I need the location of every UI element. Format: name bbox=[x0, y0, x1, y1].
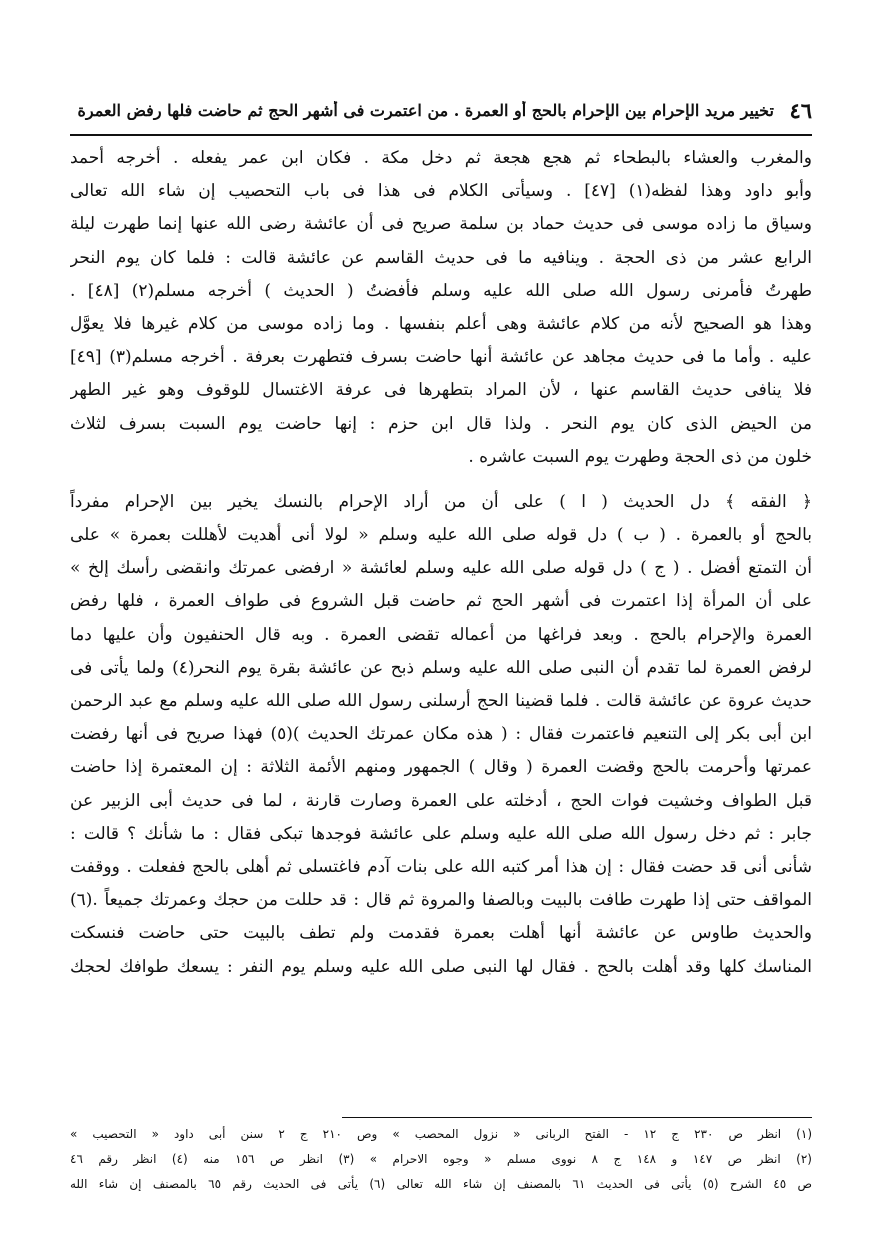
text-line: العمرة والإحرام بالحج . وبعد فراغها من أعماله تقضى العمرة . وبه قال الحنفيون وأن عليها دما bbox=[70, 624, 812, 645]
text-line: خلون من ذى الحجة وطهرت يوم السبت عاشره . bbox=[468, 446, 812, 467]
running-title: تخيير مريد الإحرام بين الإحرام بالحج أو العمرة . من اعتمرت فى أشهر الحج ثم حاضت فلها رفض العمرة bbox=[77, 100, 774, 120]
text-line: على أن المرأة إذا اعتمرت فى أشهر الحج ثم حاضت قبل الشروع فى طواف العمرة ، فلها رفض bbox=[70, 591, 812, 612]
text-line: حديث عروة عن عائشة قالت . فلما قضينا الحج أرسلنى رسول الله صلى الله عليه وسلم مع عبد الرحمن bbox=[70, 691, 812, 711]
text-line: جابر : ثم دخل رسول الله صلى الله عليه وسلم على عائشة فوجدها تبكى فقال : ما شأنك ؟ قالت : bbox=[70, 823, 812, 844]
text-line: والمغرب والعشاء بالبطحاء ثم هجع هجعة ثم دخل مكة . فكان ابن عمر يفعله . أخرجه أحمد bbox=[70, 148, 812, 168]
paragraph-gap bbox=[70, 474, 812, 486]
main-text bbox=[70, 142, 812, 984]
text-line: بالحج أو بالعمرة . ( ب ) دل قوله صلى الله عليه وسلم « لولا أنى أهديت لأهللت بعمرة » على bbox=[70, 525, 812, 546]
text-line: من الحيض الذى كان يوم النحر . ولذا قال ابن حزم : إنها حاضت يوم السبت بسرف لثلاث bbox=[70, 413, 812, 434]
text-line: الرابع عشر من ذى الحجة . وينافيه ما فى حديث القاسم عن عائشة قالت : فلما كان يوم النحر bbox=[70, 247, 812, 268]
text-line: وهذا هو الصحيح لأنه من كلام عائشة وهى أعلم بنفسها . وما زاده موسى من كلام غيرها فلا يعوَّل bbox=[70, 313, 812, 334]
footnote-rule bbox=[342, 1117, 812, 1118]
text-line: وأبو داود وهذا لفظه(١) [٤٧] . وسيأتى الكلام فى هذا فى باب التحصيب إن شاء الله تعالى bbox=[70, 181, 812, 202]
paragraph-fiqh bbox=[70, 486, 812, 984]
paragraph-hadith-commentary bbox=[70, 142, 812, 474]
header-rule bbox=[70, 134, 812, 136]
text-line: وسياق ما زاده موسى فى حديث حماد بن سلمة صريح فى أن عائشة رضى الله عنها إنما طهرت ليلة bbox=[70, 214, 812, 235]
text-line: عليه . وأما ما فى حديث مجاهد عن عائشة أنها حاضت بسرف فتطهرت بعرفة . أخرجه مسلم(٣) [٤٩] bbox=[70, 347, 812, 368]
text-line: أن التمتع أفضل . ( ج ) دل قوله صلى الله عليه وسلم لعائشة « ارفضى عمرتك وانقضى رأسك إلخ » bbox=[70, 558, 812, 579]
footnote-line: (١) انظر ص ٢٣٠ ج ١٢ - الفتح الربانى « نزول المحصب » وص ٢١٠ ج ٢ سنن أبى داود « التحصيب » bbox=[70, 1127, 812, 1141]
text-line: والحديث طاوس عن عائشة أنها أهلت بعمرة فقدمت ولم تطف بالبيت حتى حاضت فنسكت bbox=[70, 923, 812, 944]
text-line: المواقف حتى إذا طهرت طافت بالبيت وبالصفا والمروة ثم قال : قد حللت من حجك وعمرتك جميعاً .(٦) bbox=[70, 890, 812, 911]
footnote-line: ص ٤٥ الشرح (٥) يأتى فى الحديث ٦١ بالمصنف إن شاء الله تعالى (٦) يأتى فى الحديث رقم ٦٥ بالمصنف إن شاء الله bbox=[70, 1177, 812, 1191]
text-line: لرفض العمرة لما تقدم أن النبى صلى الله عليه وسلم ذبح عن عائشة بقرة يوم النحر(٤) ولما يأتى فى bbox=[70, 657, 812, 678]
text-line: قبل الطواف وخشيت فوات الحج ، أدخلته على العمرة وصارت قارنة ، لما فى حديث أبى الزبير عن bbox=[70, 790, 812, 811]
page-number: ٤٦ bbox=[789, 97, 812, 123]
text-line: المناسك كلها وقد أهلت بالحج . فقال لها النبى صلى الله عليه وسلم يوم النفر : يسعك طوافك لحجك bbox=[70, 956, 812, 977]
text-line: ﴿ الفقه ﴾ دل الحديث ( ا ) على أن من أراد الإحرام بالنسك يخير بين الإحرام مفرداً bbox=[70, 491, 812, 512]
footnotes bbox=[70, 1122, 812, 1197]
text-line: فلا ينافى حديث القاسم عنها ، لأن المراد بتطهرها فى عرفة الاغتسال للوقوف وهو غير الطهر bbox=[70, 380, 812, 401]
text-line: شأنى أنى قد حضت فقال : إن هذا أمر كتبه الله على بنات آدم فاغتسلى ثم أهلى بالحج ففعلت . ووقفت bbox=[70, 856, 812, 877]
text-line: طهرتُ فأمرنى رسول الله صلى الله عليه وسلم فأفضتُ ( الحديث ) أخرجه مسلم(٢) [٤٨] . bbox=[70, 280, 812, 301]
text-line: عمرتها وأحرمت بالحج وقضت العمرة ( وقال ) الجمهور ومنهم الأئمة الثلاثة : إن المعتمرة إذا حاضت bbox=[70, 757, 812, 778]
text-line: ابن أبى بكر إلى التنعيم فاعتمرت فقال : ( هذه مكان عمرتك الحديث )(٥) فهذا صريح فى أنها رفضت bbox=[70, 724, 812, 745]
page-header bbox=[70, 88, 812, 132]
footnote-line: (٢) انظر ص ١٤٧ و ١٤٨ ج ٨ نووى مسلم « وجوه الاحرام » (٣) انظر ص ١٥٦ منه (٤) انظر رقم ٤٦ bbox=[70, 1152, 812, 1166]
